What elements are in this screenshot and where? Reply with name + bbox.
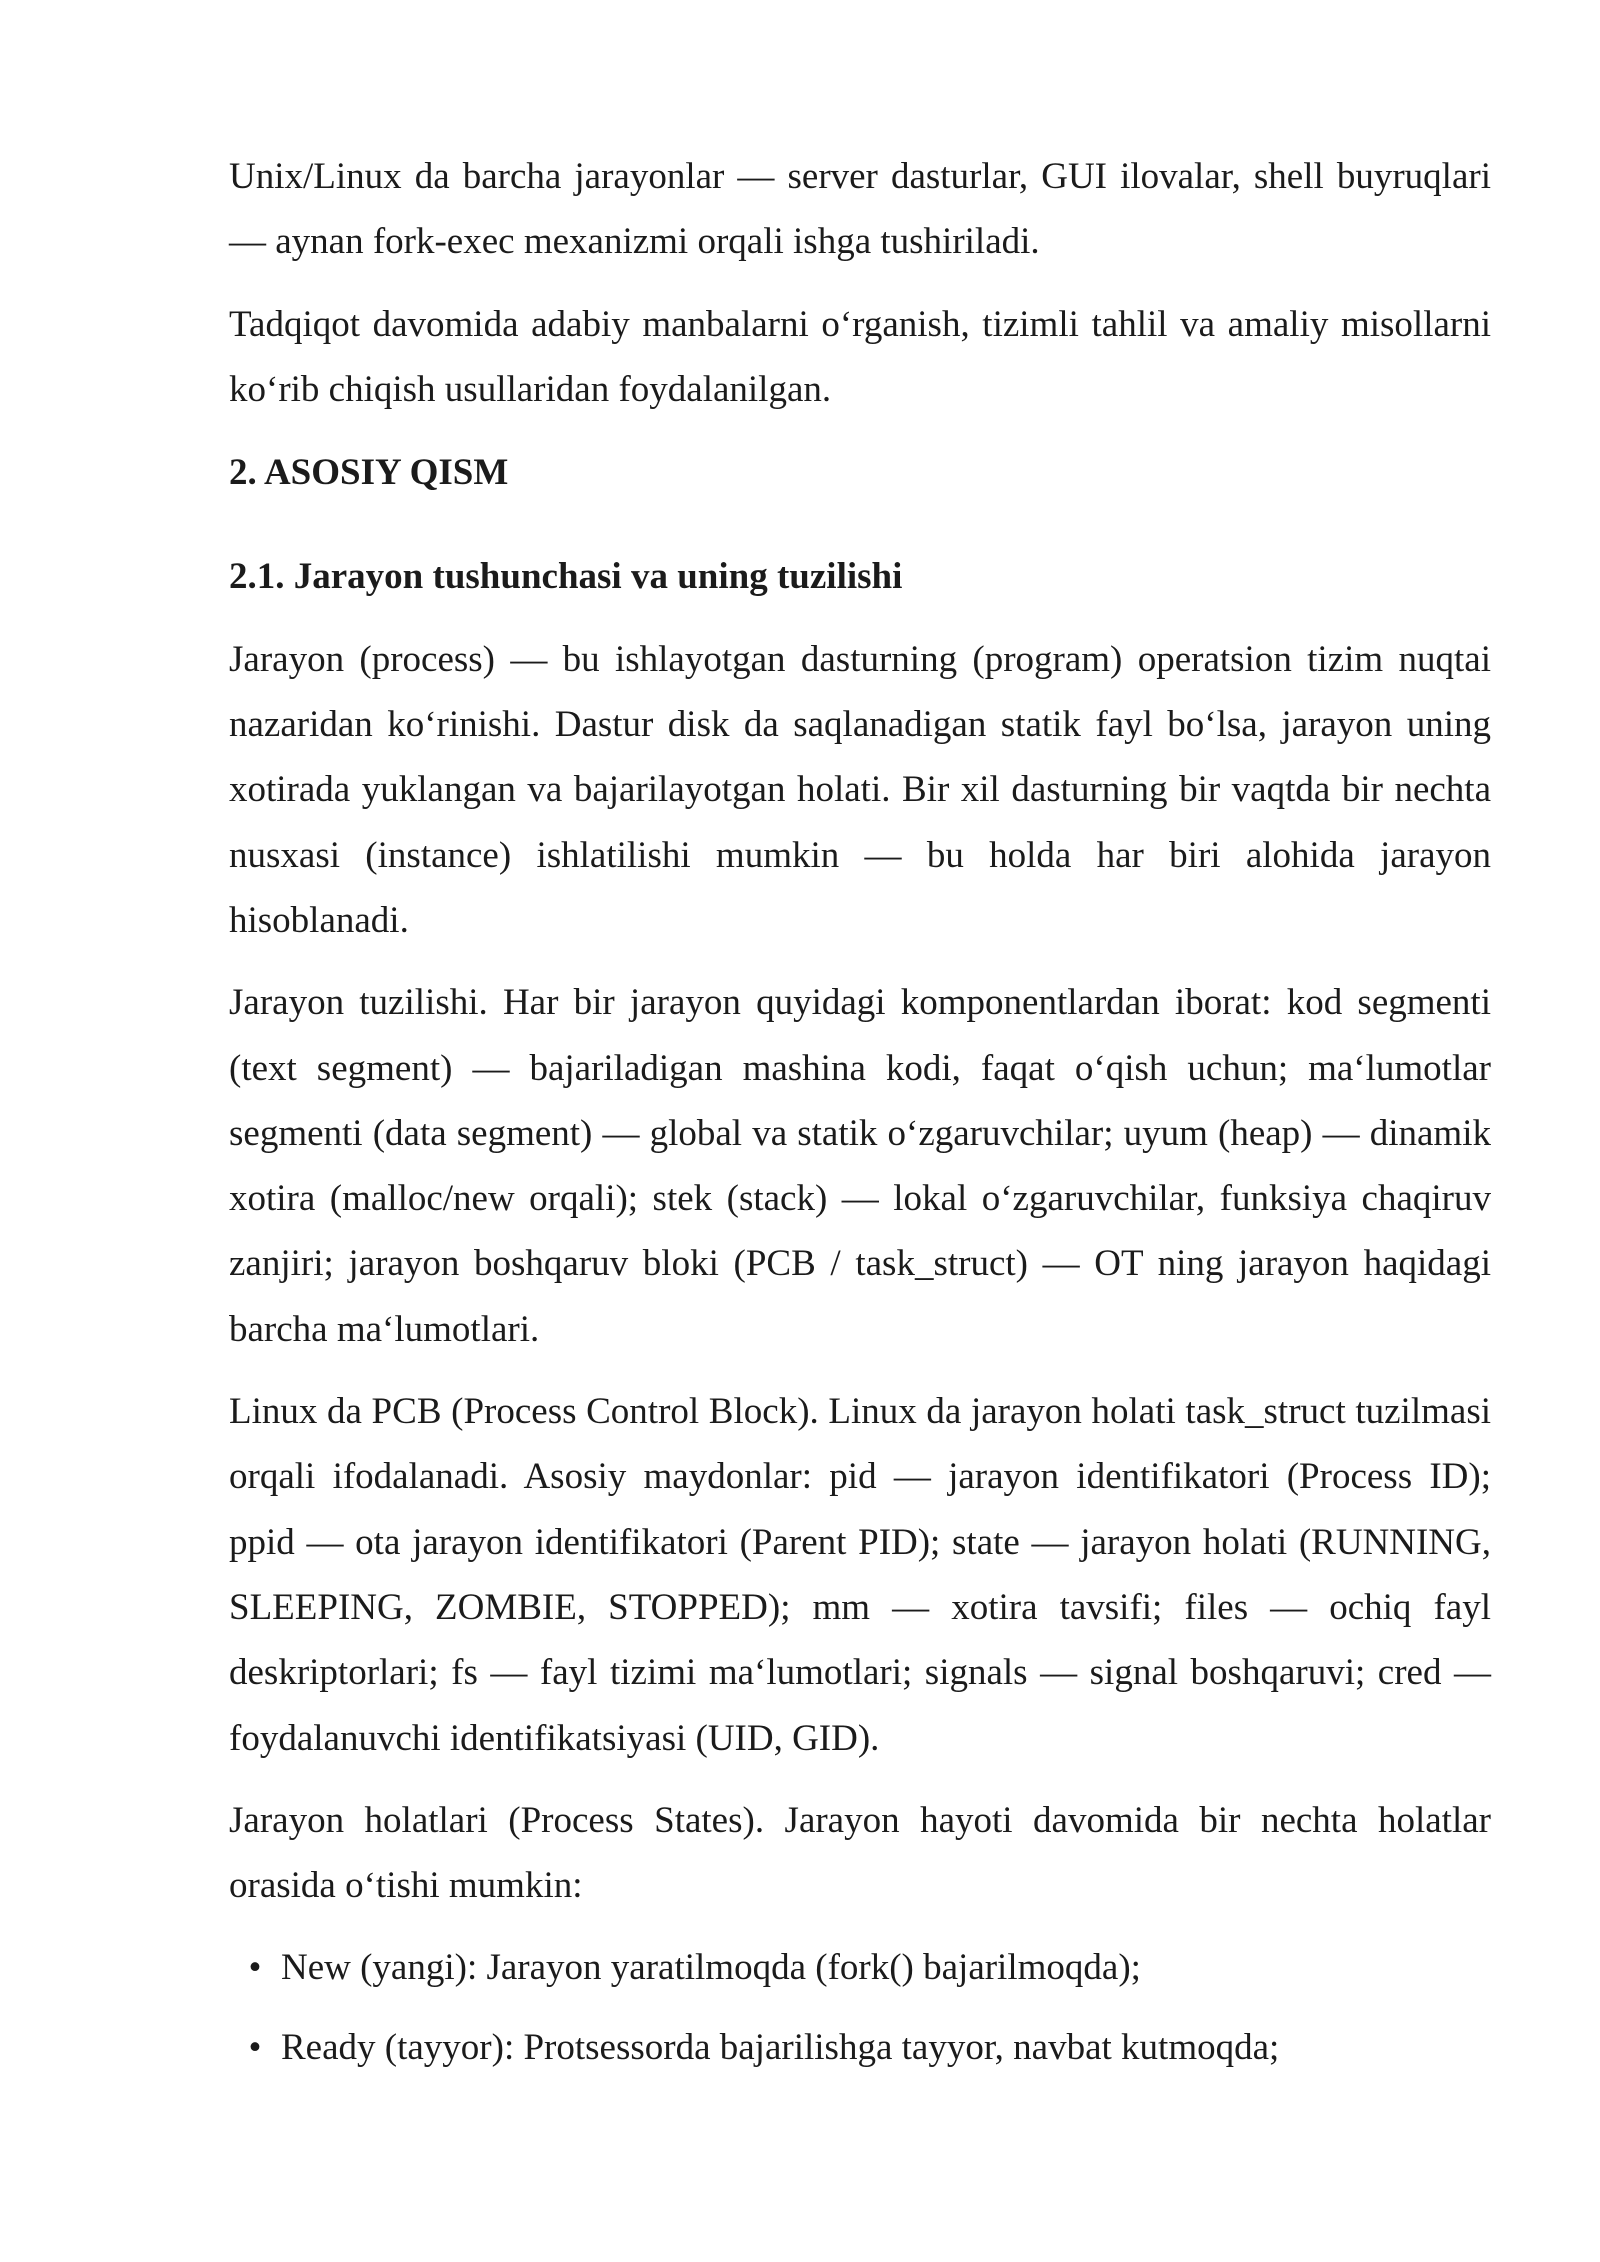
bullet-icon: • xyxy=(248,1947,262,1989)
text-line: barcha ma‘lumotlari. xyxy=(229,1308,540,1350)
text-line: xotirada yuklangan va bajarilayotgan holati. Bir xil dasturning bir vaqtda bir nechta xyxy=(229,769,1491,811)
text-line: nazaridan ko‘rinishi. Dastur disk da saqlanadigan statik fayl bo‘lsa, jarayon uning xyxy=(229,704,1491,746)
text-line: zanjiri; jarayon boshqaruv bloki (PCB / task_struct) — OT ning jarayon haqidagi xyxy=(229,1243,1491,1285)
text-line: foydalanuvchi identifikatsiyasi (UID, GID). xyxy=(229,1717,880,1759)
process-definition-paragraph xyxy=(229,627,1491,953)
list-item-text: Ready (tayyor): Protsessorda bajarilishga tayyor, navbat kutmoqda; xyxy=(281,2026,1280,2068)
section-heading: 2. ASOSIY QISM xyxy=(229,452,509,494)
text-line: Jarayon holatlari (Process States). Jarayon hayoti davomida bir nechta holatlar xyxy=(229,1799,1491,1841)
text-line: SLEEPING, ZOMBIE, STOPPED); mm — xotira tavsifi; files — ochiq fayl xyxy=(229,1586,1491,1628)
text-line: Jarayon (process) — bu ishlayotgan dasturning (program) operatsion tizim nuqtai xyxy=(229,638,1491,680)
list-item-text: New (yangi): Jarayon yaratilmoqda (fork() bajarilmoqda); xyxy=(281,1947,1141,1989)
text-line: ko‘rib chiqish usullaridan foydalanilgan. xyxy=(229,368,832,410)
process-states-paragraph xyxy=(229,1788,1491,1919)
linux-pcb-paragraph xyxy=(229,1379,1491,1771)
subsection-heading: 2.1. Jarayon tushunchasi va uning tuzilishi xyxy=(229,556,903,598)
text-line: orqali ifodalanadi. Asosiy maydonlar: pid — jarayon identifikatori (Process ID); xyxy=(229,1456,1491,1498)
text-line: Jarayon tuzilishi. Har bir jarayon quyidagi komponentlardan iborat: kod segmenti xyxy=(229,982,1491,1024)
process-states-list xyxy=(229,1935,1491,2080)
text-line: xotira (malloc/new orqali); stek (stack) — lokal o‘zgaruvchilar, funksiya chaqiruv xyxy=(229,1178,1491,1220)
text-line: (text segment) — bajariladigan mashina kodi, faqat o‘qish uchun; ma‘lumotlar xyxy=(229,1047,1491,1089)
text-line: orasida o‘tishi mumkin: xyxy=(229,1865,583,1907)
text-line: deskriptorlari; fs — fayl tizimi ma‘lumotlari; signals — signal boshqaruvi; cred — xyxy=(229,1652,1491,1694)
list-item xyxy=(229,2015,1491,2080)
text-column xyxy=(229,144,1491,2080)
process-structure-paragraph xyxy=(229,970,1491,1362)
bullet-icon: • xyxy=(248,2026,262,2068)
text-line: hisoblanadi. xyxy=(229,899,409,941)
intro-paragraph-1 xyxy=(229,144,1491,275)
text-line: — aynan fork-exec mexanizmi orqali ishga tushiriladi. xyxy=(229,221,1040,263)
text-line: Linux da PCB (Process Control Block). Linux da jarayon holati task_struct tuzilmasi xyxy=(229,1391,1491,1433)
list-item xyxy=(229,1935,1491,2000)
text-line: Tadqiqot davomida adabiy manbalarni o‘rganish, tizimli tahlil va amaliy misollarni xyxy=(229,303,1491,345)
text-line: ppid — ota jarayon identifikatori (Parent PID); state — jarayon holati (RUNNING, xyxy=(229,1521,1491,1563)
text-line: nusxasi (instance) ishlatilishi mumkin — bu holda har biri alohida jarayon xyxy=(229,834,1491,876)
intro-paragraph-2 xyxy=(229,292,1491,423)
text-line: segmenti (data segment) — global va statik o‘zgaruvchilar; uyum (heap) — dinamik xyxy=(229,1112,1491,1154)
text-line: Unix/Linux da barcha jarayonlar — server dasturlar, GUI ilovalar, shell buyruqlari xyxy=(229,156,1491,197)
